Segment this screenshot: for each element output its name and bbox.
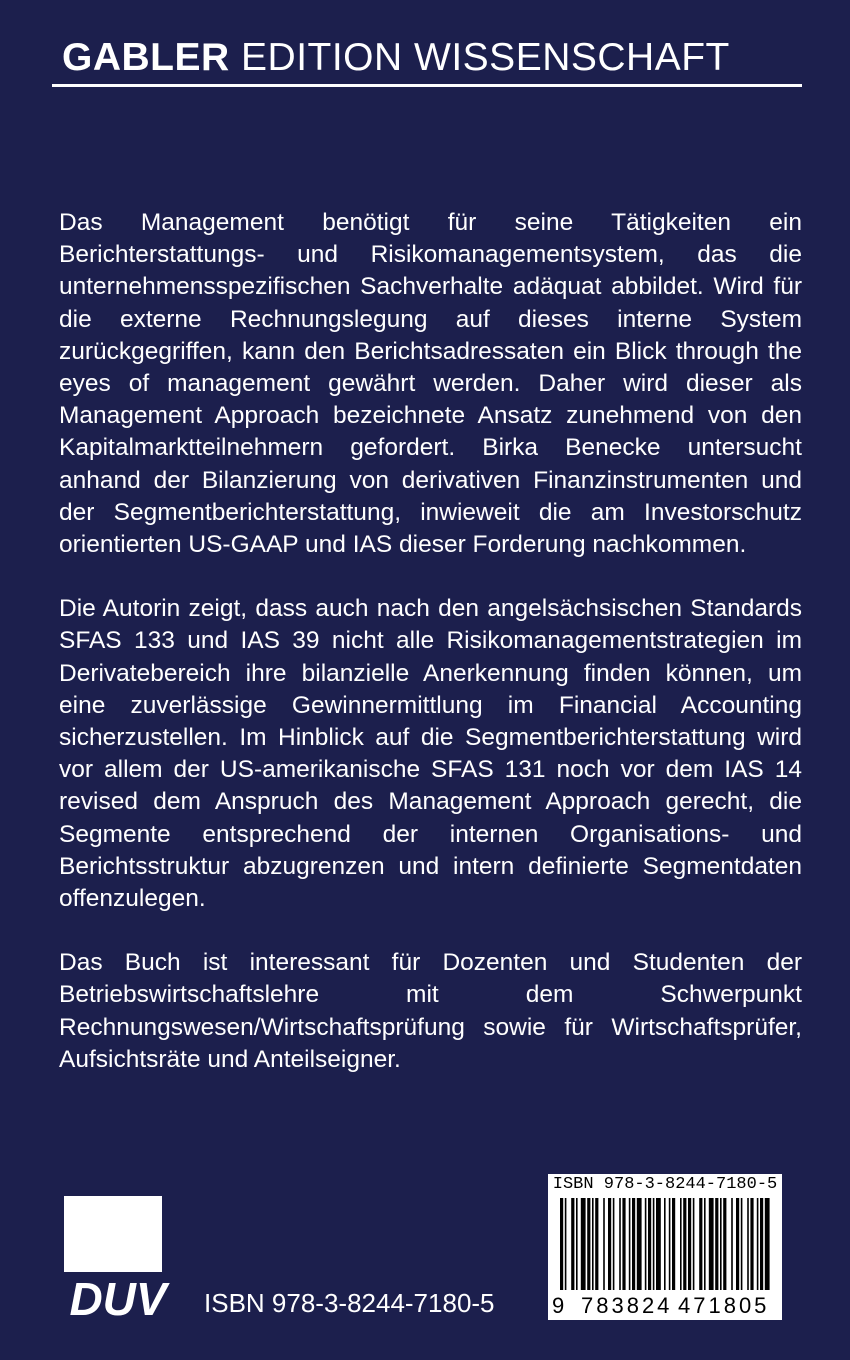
barcode-bar [704,1198,706,1290]
barcode-bar [648,1198,651,1290]
barcode-bar [565,1198,567,1290]
barcode-bar [629,1198,631,1290]
barcode-bar [741,1198,743,1290]
barcode-bar [595,1198,598,1290]
barcode-bar [592,1198,594,1290]
barcode-bar [571,1198,574,1290]
barcode-bar [622,1198,625,1290]
barcode-bar [619,1198,621,1290]
barcode-bars [554,1198,776,1298]
barcode-bar [699,1198,702,1290]
barcode-bar [608,1198,611,1290]
barcode-bar [603,1198,605,1290]
barcode-bar [736,1198,739,1290]
barcode-bar [632,1198,635,1290]
series-title [62,36,730,80]
barcode-bar [664,1198,666,1290]
barcode-digit-group-1: 783824 [581,1293,673,1318]
barcode-bar [765,1198,770,1290]
barcode-bar [680,1198,682,1290]
back-cover-blurb [59,207,802,1108]
barcode-digit-first: 9 [552,1293,565,1318]
barcode-digit-group-2: 471805 [678,1293,770,1318]
barcode-bar [723,1198,726,1290]
barcode-bar [709,1198,714,1290]
barcode [548,1174,782,1320]
barcode-bar [731,1198,733,1290]
series-title-bold: GABLER [62,36,230,79]
barcode-bar [683,1198,686,1290]
barcode-bar [669,1198,671,1290]
barcode-bar [693,1198,695,1290]
barcode-bar [750,1198,753,1290]
barcode-bar [613,1198,615,1290]
blurb-paragraph-1: Das Management benötigt für seine Tätigkeiten ein Berichterstattungs- und Risikomanagementsystem, das die unternehmensspezifischen Sachverhalte adäquat abbildet. Wird für die externe Rechnungslegung auf dieses interne System zurückgegriffen, kann den Berichtsadressaten ein Blick through the eyes of management gewährt werden. Daher wird dieser als Management Approach bezeichnete Ansatz zunehmend von den Kapitalmarktteilnehmern gefordert. Birka Benecke untersucht anhand der Bilanzierung von derivativen Finanzinstrumenten und der Segmentberichterstattung, inwieweit die am Investorschutz orientierten US-GAAP und IAS dieser Forderung nachkommen. [59,209,802,559]
barcode-bar [645,1198,647,1290]
barcode-bar [560,1198,563,1290]
barcode-bar [688,1198,691,1290]
blurb-paragraph-2: Die Autorin zeigt, dass auch nach den angelsächsischen Standards SFAS 133 und IAS 39 nicht alle Risikomanagementstrategien im Derivatebereich ihre bilanzielle Anerkennung finden können, um eine zuverlässige Gewinnermittlung im Financial Accounting sicherzustellen. Im Hinblick auf die Segmentberichterstattung wird vor allem der US-amerikanische SFAS 131 noch vor dem IAS 14 revised dem Anspruch des Management Approach gerecht, die Segmente entsprechend der internen Organisations- und Berichtsstruktur abzugrenzen und intern definierte Segmentdaten offenzulegen. [59,595,802,913]
barcode-bar [656,1198,661,1290]
barcode-bar [587,1198,590,1290]
blurb-paragraph-3: Das Buch ist interessant für Dozenten und Studenten der Betriebswirtschaftslehre mit dem Schwerpunkt Rechnungswesen/Wirtschaftsprüfung sowie für Wirtschaftsprüfer, Aufsichtsräte und Anteilseigner. [59,949,802,1073]
barcode-bar [637,1198,642,1290]
barcode-bar [715,1198,718,1290]
header-divider [52,84,802,87]
barcode-isbn-header: ISBN 978-3-8244-7180-5 [552,1175,778,1194]
series-title-regular: EDITION WISSENSCHAFT [241,36,730,79]
barcode-bar [653,1198,655,1290]
barcode-bar [757,1198,759,1290]
barcode-bar [760,1198,763,1290]
duv-logo [64,1196,172,1320]
barcode-bar [576,1198,578,1290]
barcode-bar [581,1198,586,1290]
duv-logo-text: DUV [69,1273,167,1320]
barcode-bar [720,1198,722,1290]
barcode-bar [672,1198,675,1290]
barcode-bar [747,1198,749,1290]
isbn-label: ISBN 978-3-8244-7180-5 [204,1288,495,1318]
